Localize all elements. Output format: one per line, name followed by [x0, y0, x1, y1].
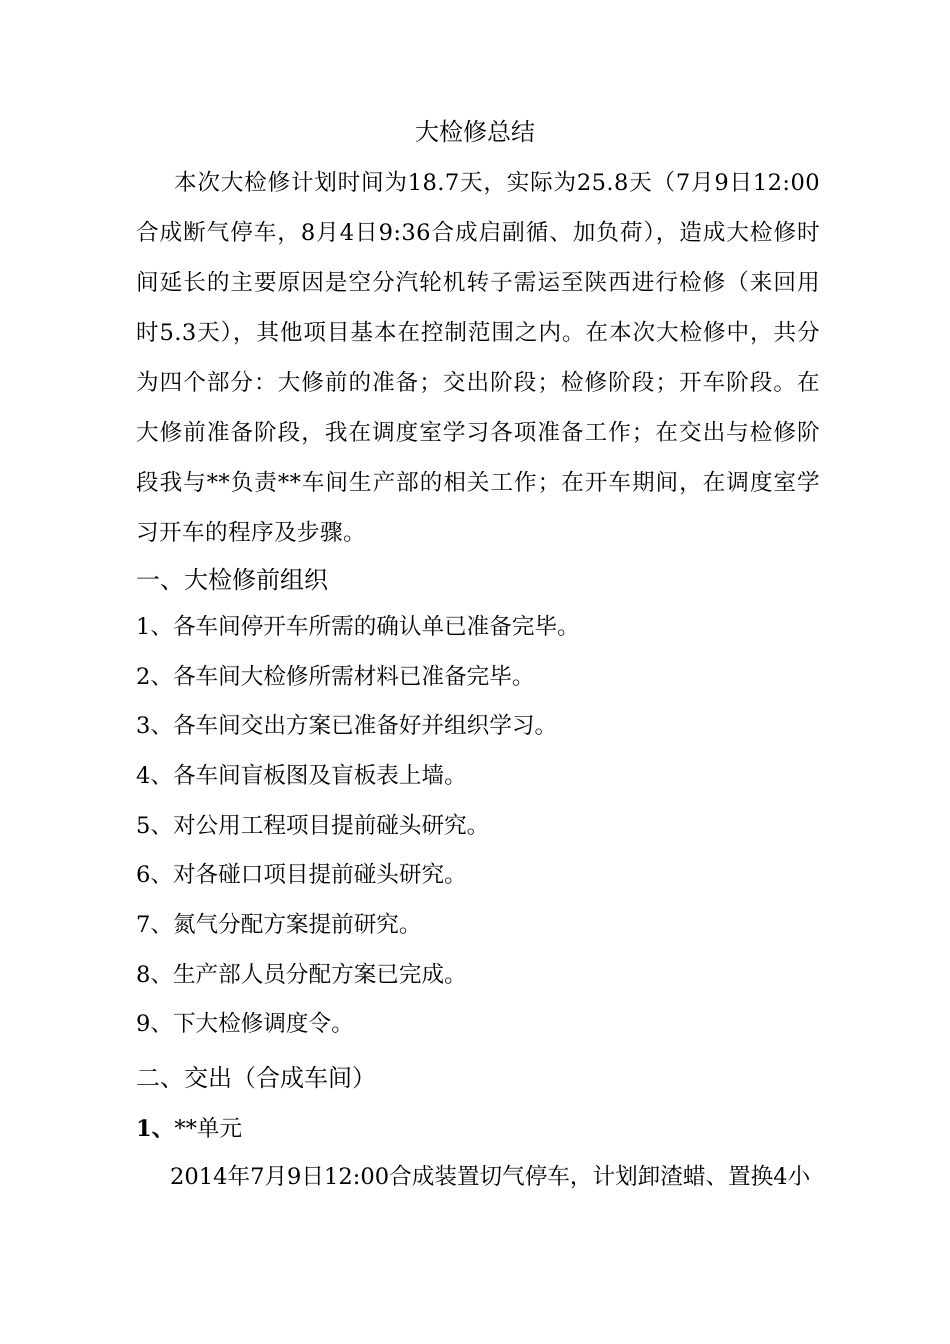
subsection-heading-unit [136, 1112, 242, 1146]
subsection-label: **单元 [174, 1116, 243, 1142]
list-item: 2、各车间大检修所需材料已准备完毕。 [136, 664, 535, 690]
list-item: 4、各车间盲板图及盲板表上墙。 [136, 763, 467, 789]
list-item: 5、对公用工程项目提前碰头研究。 [136, 813, 490, 839]
list-item: 6、对各碰口项目提前碰头研究。 [136, 862, 467, 888]
list-item: 9、下大检修调度令。 [136, 1011, 354, 1037]
handover-paragraph: 2014年7月9日12:00合成装置切气停车，计划卸渣蜡、置换4小 [170, 1164, 811, 1190]
subsection-number: 1、 [136, 1116, 175, 1142]
section-heading-pre-overhaul: 一、大检修前组织 [136, 566, 328, 594]
list-item: 7、氮气分配方案提前研究。 [136, 912, 422, 938]
document-title: 大检修总结 [415, 118, 535, 146]
list-item: 1、各车间停开车所需的确认单已准备完毕。 [136, 614, 580, 640]
list-item: 8、生产部人员分配方案已完成。 [136, 962, 467, 988]
section-heading-handover: 二、交出（合成车间） [136, 1064, 376, 1092]
list-item: 3、各车间交出方案已准备好并组织学习。 [136, 713, 558, 739]
intro-paragraph: 本次大检修计划时间为18.7天，实际为25.8天（7月9日12:00合成断气停车，8月4日9:36合成启副循、加负荷），造成大检修时间延长的主要原因是空分汽轮机转子需运至陕西进行检修（来回用时5.3天），其他项目基本在控制范围之内。在本次大检修中，共分为四个部分：大修前的准备；交出阶段；检修阶段；开车阶段。在大修前准备阶段，我在调度室学习各项准备工作；在交出与检修阶段我与**负责**车间生产部的相关工作；在开车期间，在调度室学习开车的程序及步骤。 [136, 170, 820, 546]
